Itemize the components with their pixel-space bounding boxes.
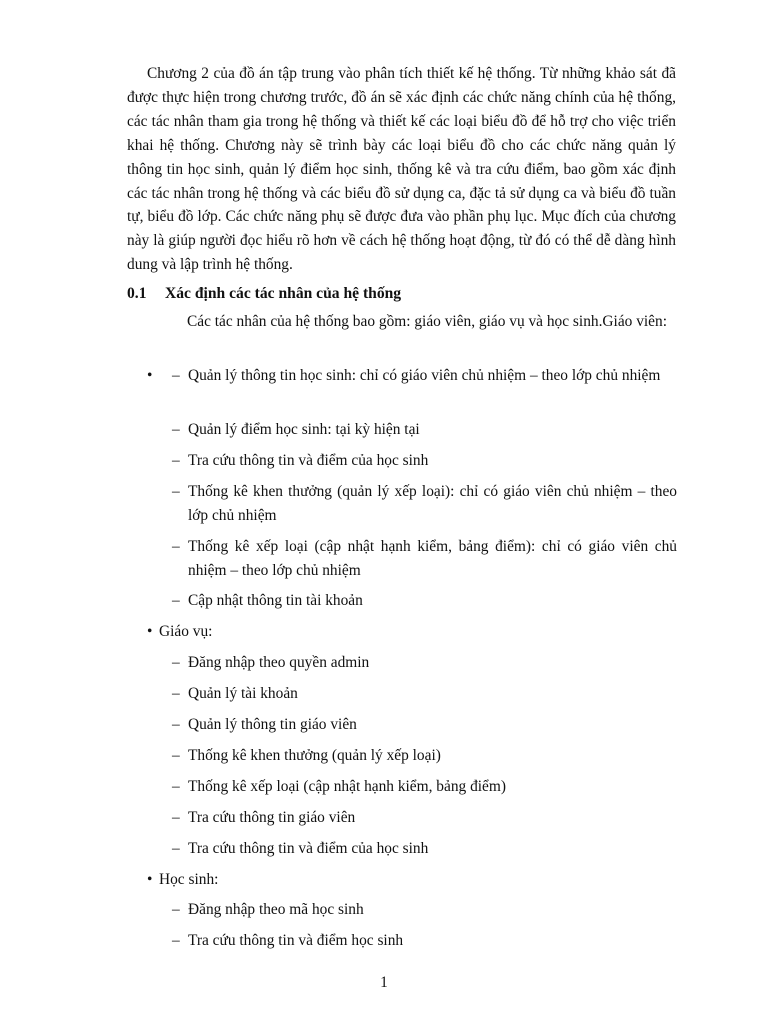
list-item-text: Thống kê khen thưởng (quản lý xếp loại): chỉ có giáo viên chủ nhiệm – theo lớp chủ nhiệm <box>188 483 677 524</box>
list-item <box>172 744 677 768</box>
bullet-label: Học sinh: <box>159 871 219 888</box>
list-item-text: Tra cứu thông tin giáo viên <box>188 809 356 826</box>
list-item-text: Thống kê xếp loại (cập nhật hạnh kiểm, bảng điểm): chỉ có giáo viên chủ nhiệm – theo lớp chủ nhiệm <box>188 538 677 579</box>
list-item <box>172 449 677 473</box>
list-item <box>172 898 677 922</box>
list-item-text: Quản lý tài khoản <box>188 685 298 702</box>
section-heading <box>127 282 401 306</box>
dash-icon: – <box>172 809 180 826</box>
dash-icon: – <box>172 901 180 918</box>
dash-icon: – <box>172 421 180 438</box>
list-item-text: Thống kê khen thưởng (quản lý xếp loại) <box>188 747 441 764</box>
bullet-icon: • <box>147 871 153 888</box>
list-item <box>172 589 677 613</box>
list-item-text: Quản lý điểm học sinh: tại kỳ hiện tại <box>188 421 420 438</box>
dash-icon: – <box>172 483 180 500</box>
list-item <box>172 713 677 737</box>
list-item-text: Đăng nhập theo mã học sinh <box>188 901 364 918</box>
dash-icon: – <box>172 932 180 949</box>
section-lead-paragraph: Các tác nhân của hệ thống bao gồm: giáo viên, giáo vụ và học sinh.Giáo viên: <box>187 313 667 330</box>
list-item-text: Cập nhật thông tin tài khoản <box>188 592 363 609</box>
section-title: Xác định các tác nhân của hệ thống <box>165 285 402 302</box>
list-item <box>172 418 677 442</box>
dash-icon: – <box>172 778 180 795</box>
list-item-text: Đăng nhập theo quyền admin <box>188 654 370 671</box>
bullet-icon: • <box>147 623 153 640</box>
page-number: 1 <box>380 974 388 991</box>
list-item <box>172 929 677 953</box>
list-item-text: Tra cứu thông tin và điểm của học sinh <box>188 840 429 857</box>
list-item-text: Quản lý thông tin học sinh: chỉ có giáo viên chủ nhiệm – theo lớp chủ nhiệm <box>188 367 661 384</box>
list-item <box>172 364 677 388</box>
dash-icon: – <box>172 716 180 733</box>
list-item <box>172 806 677 830</box>
dash-icon: – <box>172 367 180 384</box>
dash-icon: – <box>172 840 180 857</box>
dash-icon: – <box>172 592 180 609</box>
list-item-text: Tra cứu thông tin và điểm của học sinh <box>188 452 429 469</box>
list-item <box>172 480 677 527</box>
intro-paragraph: Chương 2 của đồ án tập trung vào phân tích thiết kế hệ thống. Từ những khảo sát đã được thực hiện trong chương trước, đồ án sẽ xác định các chức năng chính của hệ thống, các tác nhân tham gia trong hệ thống và thiết kế các loại biểu đồ để hỗ trợ cho việc triển khai hệ thống. Chương này sẽ trình bày các loại biểu đồ cho các chức năng quản lý thông tin học sinh, quản lý điểm học sinh, thống kê và tra cứu điểm, bao gồm xác định các tác nhân trong hệ thống và các biểu đồ sử dụng ca, đặc tả sử dụng ca và biểu đồ tuần tự, biểu đồ lớp. Các chức năng phụ sẽ được đưa vào phần phụ lục. Mục đích của chương này là giúp người đọc hiểu rõ hơn về cách hệ thống hoạt động, từ đó có thể dễ dàng hình dung và lập trình hệ thống. <box>127 65 676 274</box>
list-item <box>172 837 677 861</box>
dash-icon: – <box>172 747 180 764</box>
list-item <box>172 535 677 582</box>
bullet-group-student <box>147 868 218 892</box>
bullet-group-academic-staff <box>147 620 212 644</box>
list-item-text: Thống kê xếp loại (cập nhật hạnh kiểm, bảng điểm) <box>188 778 506 795</box>
bullet-icon: • <box>147 367 153 384</box>
dash-icon: – <box>172 538 180 555</box>
bullet-label: Giáo vụ: <box>159 623 213 640</box>
dash-icon: – <box>172 685 180 702</box>
dash-icon: – <box>172 452 180 469</box>
bullet-group-teacher <box>147 364 159 388</box>
list-item <box>172 775 677 799</box>
list-item <box>172 682 677 706</box>
dash-icon: – <box>172 654 180 671</box>
list-item-text: Tra cứu thông tin và điểm học sinh <box>188 932 404 949</box>
list-item-text: Quản lý thông tin giáo viên <box>188 716 357 733</box>
section-number: 0.1 <box>127 285 147 302</box>
list-item <box>172 651 677 675</box>
